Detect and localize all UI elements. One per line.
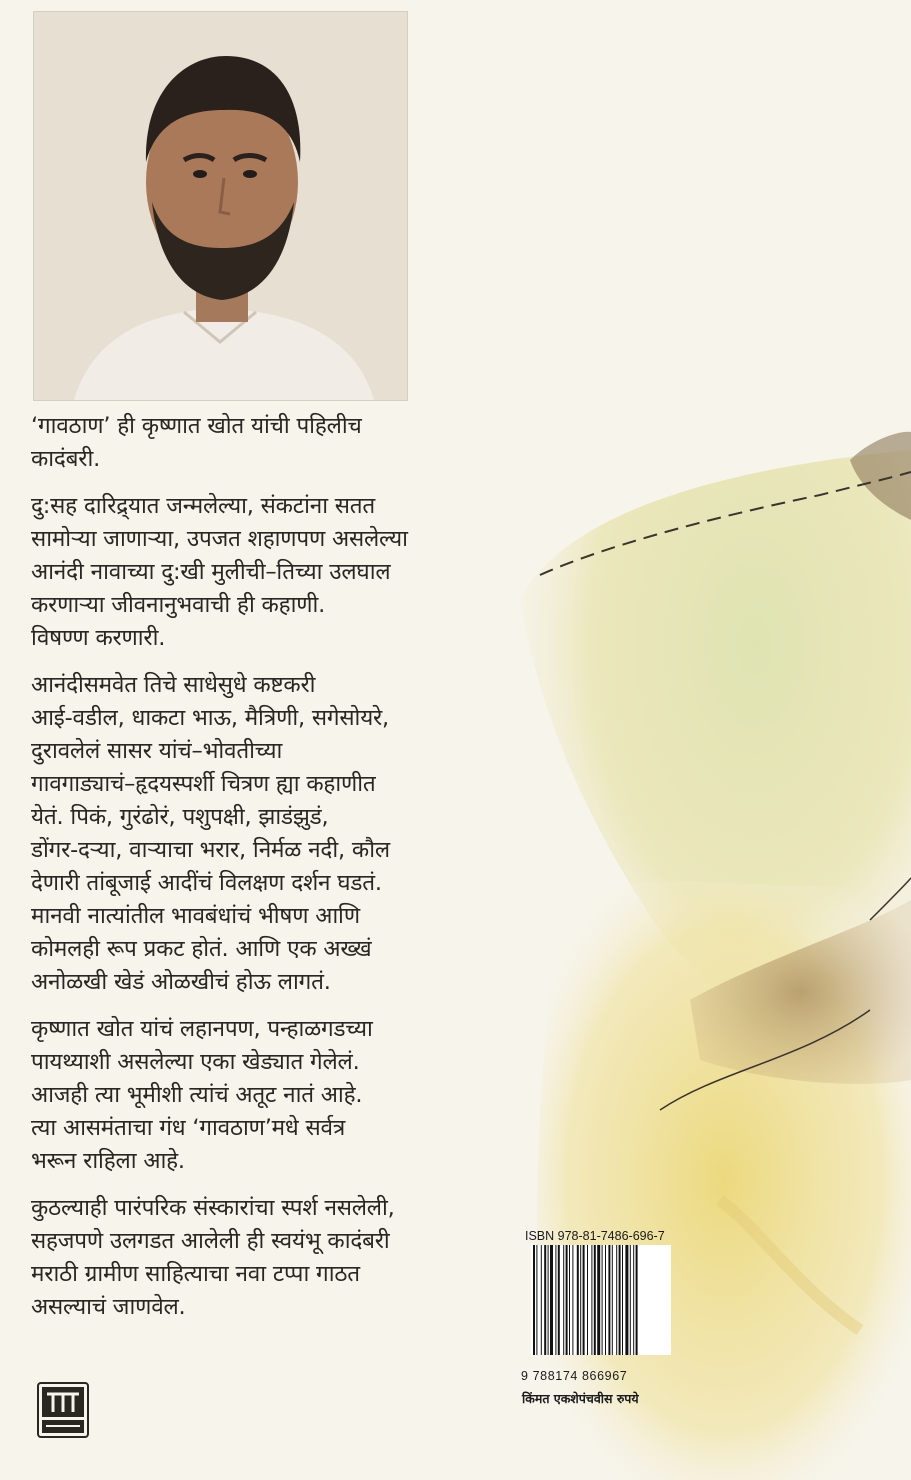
blurb-text [31, 410, 471, 1338]
barcode-icon [531, 1245, 671, 1355]
price-label: किंमत एकशेपंचवीस रुपये [522, 1391, 639, 1406]
barcode-digits: 9 788174 866967 [521, 1369, 628, 1383]
blurb-paragraph-2: दु:सह दारिद्र्यात जन्मलेल्या, संकटांना सतत सामोऱ्या जाणाऱ्या, उपजत शहाणपण असलेल्या आनंदी नावाच्या दु:खी मुलीची–तिच्या उलघाल करणाऱ्या जीवनानुभवाची ही कहाणी. विषण्ण करणारी. [31, 493, 408, 651]
author-photo [33, 11, 408, 401]
author-portrait-icon [34, 12, 407, 400]
blurb-paragraph-3: आनंदीसमवेत तिचे साधेसुधे कष्टकरी आई-वडील, धाकटा भाऊ, मैत्रिणी, सगेसोयरे, दुरावलेलं सासर यांचं–भोवतीच्या गावगाड्याचं–हृदयस्पर्शी चित्रण ह्या कहाणीत येतं. पिकं, गुरंढोरं, पशुपक्षी, झाडंझुडं, डोंगर-दऱ्या, वाऱ्याचा भरार, निर्मळ नदी, कौल देणारी तांबूजाई आदींचं विलक्षण दर्शन घडतं. मानवी नात्यांतील भावबंधांचं भीषण आणि कोमलही रूप प्रकट होतं. आणि एक अख्खं अनोळखी खेडं ओळखीचं होऊ लागतं. [31, 672, 390, 995]
blurb-paragraph-1: ‘गावठाण’ ही कृष्णात खोत यांची पहिलीच कादंबरी. [31, 413, 362, 472]
isbn-label: ISBN 978-81-7486-696-7 [525, 1229, 665, 1243]
barcode [531, 1245, 671, 1355]
publisher-logo-icon [37, 1382, 89, 1438]
blurb-paragraph-4: कृष्णात खोत यांचं लहानपण, पन्हाळगडच्या पायथ्याशी असलेल्या एका खेड्यात गेलेलं. आजही त्या भूमीशी त्यांचं अतूट नातं आहे. त्या आसमंताचा गंध ‘गावठाण’मधे सर्वत्र भरून राहिला आहे. [31, 1016, 373, 1174]
publisher-logo [37, 1382, 89, 1438]
blurb-paragraph-5: कुठल्याही पारंपरिक संस्कारांचा स्पर्श नसलेली, सहजपणे उलगडत आलेली ही स्वयंभू कादंबरी मराठी ग्रामीण साहित्याचा नवा टप्पा गाठत असल्याचं जाणवेल. [31, 1195, 395, 1320]
